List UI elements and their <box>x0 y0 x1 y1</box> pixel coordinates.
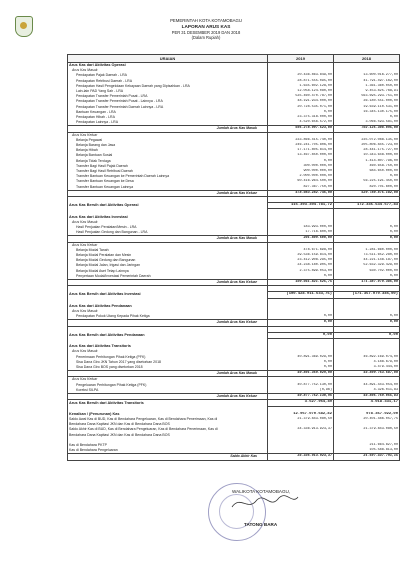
row-label: Arus Kas Masuk <box>68 349 268 354</box>
value-2019: 13.467.850.000,00 <box>268 153 334 158</box>
value-2019: 28.871.555.095,00 <box>268 79 334 84</box>
value-2019: 0,00 <box>268 320 334 326</box>
value-2019: 116.393.394.781,72 <box>268 203 334 209</box>
value-2018: 0,00 <box>334 115 400 120</box>
value-2018: 0,00 <box>334 174 400 179</box>
row-label: Arus Kas Masuk <box>68 220 268 225</box>
row-label: Arus Kas Bersih dari Aktivitas Investasi <box>68 292 268 298</box>
value-2019: 0,00 <box>268 314 334 320</box>
row-label: Belanja Pegawai <box>68 138 268 143</box>
value-2018: 3.066.593.581,00 <box>334 120 400 126</box>
value-2019: 17.716.600,00 <box>268 230 334 236</box>
row-label: Pengeluaran Perhitungan Pihak Ketiga (PFK) <box>68 383 268 388</box>
value-2019: 40.877.752.130,00 <box>268 383 334 388</box>
row-label: Jumlah Arus Kas Masuk <box>68 236 268 242</box>
row-label: Belanja Modal Aset Tetap Lainnya <box>68 269 268 274</box>
value-2019: 40.877.752.130,96 <box>268 394 334 400</box>
value-2018: 46.892.169.074,00 <box>334 355 400 360</box>
row-label: Pendapatan Hasil Pengelolaan Kekayaan Daerah yang Dipisahkan - LRA <box>68 84 268 89</box>
value-2018: 73.511.652.280,00 <box>334 253 400 258</box>
table-body <box>68 63 400 461</box>
signatory-name: TATONG BARA <box>244 522 278 527</box>
row-label: Transfer Bantuan Keuangan ke Desa <box>68 179 268 184</box>
value-2018: 44.891.443.054,00 <box>334 383 400 388</box>
value-2018: 41.791.497.162,00 <box>334 79 400 84</box>
value-2018: 44.221.148.187,00 <box>334 258 400 263</box>
row-label: Belanja Modal Peralatan dan Mesin <box>68 253 268 258</box>
row-label: Kas di Bendahara PKTP <box>68 443 268 448</box>
row-label: Saldo Akhir Kas <box>68 454 268 460</box>
value-2019: 535.460.470.787,00 <box>268 94 334 99</box>
row-label: Transfer Bagi Hasil Pajak Daerah <box>68 164 268 169</box>
row-label: Arus Kas Bersih dari Aktivitas Transitoris <box>68 400 268 406</box>
value-2019: 1.635.602.128,00 <box>268 84 334 89</box>
value-2019: 60.416.964.500,00 <box>268 179 334 184</box>
value-2018: 44.899.763.687,00 <box>334 371 400 377</box>
table-header-row <box>68 55 400 63</box>
value-2018: 0,00 <box>334 225 400 230</box>
row-label: Pendapatan Pokok Utang Kepada Pihak Ketiga <box>68 314 268 320</box>
row-label: Belanja Tidak Terduga <box>68 159 268 164</box>
row-label: Jumlah Arus Kas Masuk <box>68 126 268 132</box>
row-label: Pendapatan Hibah - LRA <box>68 115 268 120</box>
report-period: PER 31 DESEMBER 2019 DAN 2018 <box>171 30 241 35</box>
value-2018: 3.479.444,00 <box>334 365 400 371</box>
value-2019: 0,00 <box>268 110 334 115</box>
report-title: LAPORAN ARUS KAS <box>181 24 231 29</box>
value-2019: 246.241.705.806,00 <box>268 143 334 148</box>
row-label: Belanja Modal Gedung dan Bangunan <box>68 258 268 263</box>
value-2018: 172.335.534.677,83 <box>334 203 400 209</box>
row-label: Pendapatan Transfer Pemerintah Pusat - Lainnya - LRA <box>68 99 268 104</box>
value-2019: 4.520.656.572,00 <box>268 120 334 126</box>
value-2018: 0,00 <box>334 230 400 236</box>
row-label: Arus Kas Masuk <box>68 309 268 314</box>
value-2019: 478.671.698,00 <box>268 248 334 253</box>
value-2018: 702.125.308.095,00 <box>334 126 400 132</box>
value-2018: 9.453.825.768,91 <box>334 89 400 94</box>
value-2018: 1.414.807.796,00 <box>334 159 400 164</box>
row-label: Belanja Modal Jalan, Irigasi dan Jaringan <box>68 263 268 268</box>
row-label: Sisa Dana Giro BOS yang disetorkan 2018 <box>68 365 268 371</box>
row-label: Transfer Bantuan Keuangan ke Pemerintah Daerah Lainnya <box>68 174 268 179</box>
value-2019: 827.367.750,00 <box>268 185 334 191</box>
value-2018: (171.357.079.386,00) <box>334 292 400 298</box>
value-2018: 13.600.016.277,00 <box>334 73 400 78</box>
value-2018: 4.326.011,83 <box>334 388 400 394</box>
value-2018: 563.695.293.751,00 <box>334 94 400 99</box>
value-2018: 36.180.551.000,00 <box>334 99 400 104</box>
value-2018: 460.658.750,00 <box>334 164 400 169</box>
row-label: Transfer Bagi Hasil Retribusi Daerah <box>68 169 268 174</box>
row-label: Bendahara Dana Kapitasi JKN dan Kas di Bendahara Dana BOS <box>68 433 268 438</box>
value-2019: 0,00 <box>268 274 334 280</box>
value-2018: 0,00 <box>334 236 400 242</box>
value-2018: 529.780.875.182,00 <box>334 190 400 196</box>
row-label: Pendapatan Retribusi Daerah - LRA <box>68 79 268 84</box>
row-label: Belanja Barang dan Jasa <box>68 143 268 148</box>
value-2018: 4.018.331,17 <box>334 400 400 406</box>
value-2018: 4.188.679,00 <box>334 360 400 365</box>
row-label: Arus Kas Keluar <box>68 377 268 383</box>
value-2018: 684.650.000,00 <box>334 169 400 174</box>
value-2018: 19.639.110.531,00 <box>334 105 400 110</box>
row-label: Belanja Modal Tanah <box>68 248 268 253</box>
value-2018: 21.697.437.791,15 <box>334 454 400 460</box>
value-2018: 10.343.648.000,00 <box>334 153 400 158</box>
value-2019: 3.627.964,89 <box>268 400 334 406</box>
value-2018: 20.401.486.057,75 <box>334 417 400 422</box>
value-2018: 28.441.175.727,00 <box>334 148 400 153</box>
row-label: Transfer Bantuan Keuangan Lainnya <box>68 185 268 191</box>
value-2019: 20.728.535.071,00 <box>268 105 334 110</box>
column-header-uraian: URAIAN <box>68 55 268 63</box>
value-2018: 630.702.000,00 <box>334 269 400 274</box>
value-2019: 34.336.913.923,37 <box>268 427 334 432</box>
value-2019: 183.993.000,00 <box>268 225 334 230</box>
row-label: Saldo Akhir Kas di BUD, Kas di Bendahara Pengeluaran, Kas di Bendahara Penerimaan, Kas di <box>68 427 268 432</box>
government-name: PEMERINTAH KOTA KOTAMOBAGU <box>170 18 242 23</box>
value-2018: 0,00 <box>334 274 400 280</box>
row-label: Jumlah Arus Kas Masuk <box>68 371 268 377</box>
value-2019: 23.412.908.295,00 <box>268 258 334 263</box>
row-label: Jumlah Arus Kas Keluar <box>68 280 268 286</box>
row-label: Arus Kas dari Aktivitas Operasi <box>68 63 268 69</box>
value-2019: (100.428.911.633,75) <box>268 292 334 298</box>
row-label: Belanja Hibah <box>68 148 268 153</box>
value-2019: 0,00 <box>268 159 334 164</box>
table-row <box>68 454 400 460</box>
row-label: Sisa Dana Giro JKN Tahun 2017 yang disetorkan 2018 <box>68 360 268 365</box>
row-label: Lain-lain PAD Yang Sah - LRA <box>68 89 268 94</box>
report-currency: (Dalam Rupiah) <box>191 35 221 40</box>
row-label: Arus Kas Keluar <box>68 132 268 138</box>
row-label: Arus Kas dari Aktivitas Transitoris <box>68 344 268 349</box>
value-2019: 100.041.821.625,75 <box>268 280 334 286</box>
value-2019: 695.278.997.523,00 <box>268 126 334 132</box>
value-2019: 17.171.805.814,00 <box>268 148 334 153</box>
value-2018: 16.345.130.175,00 <box>334 110 400 115</box>
row-label: Hasil Penjualan Gedung dan Bangunan - LRA <box>68 230 268 236</box>
value-2018: 1.281.660.000,00 <box>334 248 400 253</box>
value-2019: 20.436.863.849,00 <box>268 73 334 78</box>
value-2018: 44.895.769.065,83 <box>334 394 400 400</box>
value-2019: 23.375.318.000,00 <box>268 115 334 120</box>
value-2019: 21.379.843.080,50 <box>268 417 334 422</box>
row-label: Jumlah Arus Kas Keluar <box>68 394 268 400</box>
value-2019: 233.866.415.740,00 <box>268 138 334 143</box>
signatory-title: WALIKOTA KOTAMOBAGU, <box>232 489 291 494</box>
value-2018: 105.588.813,00 <box>334 448 400 454</box>
value-2019: 478.083.282.746,00 <box>268 190 334 196</box>
value-2019: 39.536.159.814,00 <box>268 253 334 258</box>
value-2019: 34.238.180.905,00 <box>268 263 334 268</box>
column-header-2019: 2019 <box>268 55 334 63</box>
row-label: Belanja Bantuan Sosial <box>68 153 268 158</box>
column-header-2018: 2018 <box>334 55 400 63</box>
value-2018: 205.806.845.723,00 <box>334 143 400 148</box>
row-label: Bendahara Dana Kapitasi JKN dan Kas di Bendahara Dana BOS <box>68 422 268 427</box>
row-label: Kas di Bendahara Pengeluaran <box>68 448 268 454</box>
row-label: Arus Kas Keluar <box>68 242 268 248</box>
value-2018: 52.632.329.429,00 <box>334 263 400 268</box>
value-2019: 12.967.070.682,82 <box>268 412 334 417</box>
value-2018: 56.225.191.450,00 <box>334 179 400 184</box>
value-2019: 40.891.369.029,00 <box>268 355 334 360</box>
value-2019: 40.891.369.029,00 <box>268 371 334 377</box>
value-2018: 0,00 <box>334 314 400 320</box>
value-2018: 0,00 <box>334 320 400 326</box>
row-label: Penyertaan Modal/Investasi Pemerintah Daerah <box>68 274 268 280</box>
value-2019: 201.809.600,00 <box>268 236 334 242</box>
row-label: Pendapatan Lainnya - LRA <box>68 120 268 126</box>
value-2019: 2.375.899.053,00 <box>268 269 334 274</box>
value-2018: 211.664.827,00 <box>334 443 400 448</box>
row-label: Bantuan Keuangan - LRA <box>68 110 268 115</box>
value-2019: 0,00 <box>268 332 334 338</box>
handwritten-signature <box>230 493 300 513</box>
row-label: Pendapatan Pajak Daerah - LRA <box>68 73 268 78</box>
value-2019: 34.336.913.923,37 <box>268 454 334 460</box>
row-label: Jumlah Arus Kas Keluar <box>68 190 268 196</box>
value-2019: (0,96) <box>268 388 334 394</box>
row-label: Penerimaan Perhitungan Pihak Ketiga (PFK) <box>68 355 268 360</box>
row-label: Pendapatan Transfer Pemerintah Daerah Lainnya - LRA <box>68 105 268 110</box>
value-2018: 1.361.360.050,00 <box>334 84 400 89</box>
value-2019: 48.191.934.000,00 <box>268 99 334 104</box>
row-label: Arus Kas Masuk <box>68 68 268 73</box>
value-2019: 2.000.000.000,00 <box>268 174 334 179</box>
row-label: Saldo Awal Kas di BUD, Kas di Bendahara Pengeluaran, Kas di Bendahara Penerimaan, Kas di <box>68 417 268 422</box>
cash-flow-table <box>67 54 400 461</box>
row-label: Arus Kas Bersih dari Aktivitas Operasi <box>68 203 268 209</box>
value-2019: 0,00 <box>268 360 334 365</box>
value-2018: 171.387.079.386,00 <box>334 280 400 286</box>
row-label: Hasil Penjualan Peralatan/Mesin - LRA <box>68 225 268 230</box>
value-2019: 900.000.000,00 <box>268 169 334 174</box>
row-label: Koreksi SILPA <box>68 388 268 394</box>
value-2018: 820.701.600,00 <box>334 185 400 191</box>
value-2018: 21.379.843.080,50 <box>334 427 400 432</box>
row-label: Arus Kas Bersih dari Aktivitas Pendanaan <box>68 332 268 338</box>
value-2018: 978.357.022,00 <box>334 412 400 417</box>
row-label: Arus Kas dari Aktivitas Investasi <box>68 215 268 220</box>
row-label: Pendapatan Transfer Pemerintah Pusat - LRA <box>68 94 268 99</box>
row-label: Arus Kas dari Aktivitas Pendanaan <box>68 304 268 309</box>
value-2019: 300.000.000,00 <box>268 164 334 169</box>
row-label: Kenaikan / (Penurunan) Kas <box>68 412 268 417</box>
value-2019: 12.058.124.080,00 <box>268 89 334 94</box>
value-2019: 0,00 <box>268 365 334 371</box>
row-label: Jumlah Arus Kas Keluar <box>68 320 268 326</box>
value-2018: 235.072.088.135,00 <box>334 138 400 143</box>
value-2018: 0,00 <box>334 332 400 338</box>
